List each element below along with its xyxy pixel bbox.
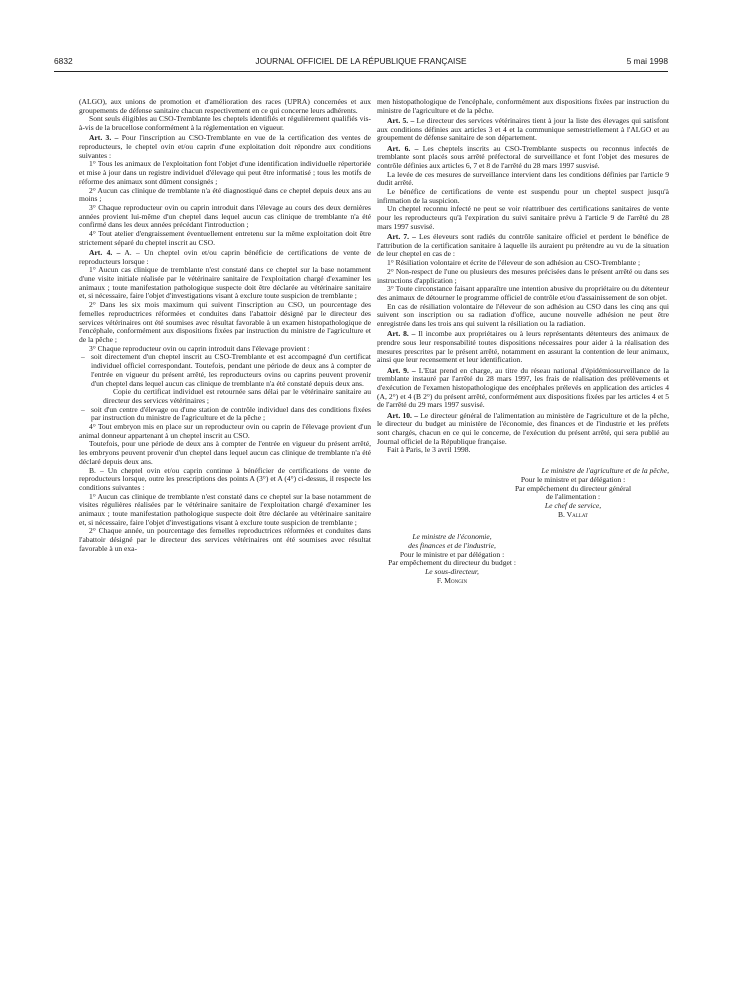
signature-delegation-2: Pour le ministre et par délégation : (399, 549, 505, 559)
article-label: Art. 6. – (387, 143, 419, 153)
article-paragraph (377, 145, 669, 171)
signature-ministry-a: Le ministre de l'économie, (412, 532, 492, 542)
article-label: Art. 10. – (387, 410, 418, 420)
article-text: Le directeur des services vétérinaires tient à jour la liste des élevages qui satisfont aux conditions définies aux articles 3 et 4 et la communique semestriellement à l'ALGO et au groupement de défense sanitaire de son département. (377, 115, 669, 143)
body-paragraph: En cas de résiliation volontaire de l'éleveur de son adhésion au CSO dans les cinq ans qui suivent son inscription ou sa radiation d'office, aucune nouvelle adhésion ne peut être enregistrée dans les trois ans qui suivent la résiliation ou la radiation. (377, 301, 669, 329)
body-paragraph: 3° Chaque reproducteur ovin ou caprin introduit dans l'élevage provient : (89, 343, 310, 353)
body-paragraph: 1° Résiliation volontaire et écrite de l'éleveur de son adhésion au CSO-Tremblante ; (387, 258, 641, 268)
body-paragraph: (ALGO), aux unions de promotion et d'amélioration des races (UPRA) concernées et aux groupements de défense sanitaire chacun respectivement en ce qui concerne leurs adhérents. (79, 97, 371, 115)
article-label: Art. 5. – (387, 115, 415, 125)
body-paragraph: 2° Dans les six mois maximum qui suivent l'inscription au CSO, un pourcentage des femelles reproductrices réformées et conduites dans l'abattoir désigné par le directeur des services vétérinaires ont été soumises avec résultat favorable à un examen histopathologique de l'encéphale, conformément aux dispositions fixées par instruction du ministre de l'agriculture et de la pêche ; (79, 300, 371, 344)
body-paragraph: La levée de ces mesures de surveillance intervient dans les conditions définies par l'article 9 dudit arrêté. (377, 169, 669, 188)
signature-ministry: Le ministre de l'agriculture et de la pêche, (541, 466, 669, 476)
journal-title: JOURNAL OFFICIEL DE LA RÉPUBLIQUE FRANÇAISE (255, 56, 467, 66)
body-paragraph: 1° Aucun cas clinique de tremblante n'est constaté dans ce cheptel sur la base notamment d'une visite initiale réalisée par le vétérinaire sanitaire de l'exploitation chargé d'examiner les animaux ; toute manifestation pathologique suspecte doit être déclarée au vétérinaire sanitaire et, si nécessaire, faire l'objet d'investigations visant à exclure toute suspicion de tremblante ; (79, 265, 371, 301)
signature-ministry-b: des finances et de l'industrie, (408, 541, 496, 551)
article-label: Art. 4. – (89, 247, 121, 257)
signature-name-2: F. Mongin (436, 575, 468, 585)
page-number: 6832 (54, 56, 73, 66)
dash-item: – soit directement d'un cheptel inscrit au CSO-Tremblante et est accompagné d'un certificat individuel officiel correspondant. Toutefois, pendant une période de deux ans à compter de l'entrée en vigueur du présent arrêté, les reproducteurs ovins ou caprins peuvent provenir d'un cheptel dans lequel aucun cas clinique de tremblante n'a été constaté depuis deux ans. (79, 353, 371, 388)
article-paragraph (377, 367, 669, 411)
body-paragraph: Toutefois, pour une période de deux ans à compter de l'entrée en vigueur du présent arrêté, les embryons peuvent provenir d'un cheptel dans lequel aucun cas clinique de tremblante n'a été déclaré depuis deux ans. (79, 439, 371, 466)
article-label: Art. 7. – (387, 232, 416, 242)
article-paragraph (79, 249, 371, 266)
article-paragraph (377, 117, 669, 143)
page-header (54, 56, 668, 70)
body-paragraph: 2° Chaque année, un pourcentage des femelles reproductrices réformées et conduites dans l'abattoir désigné par le directeur des services vétérinaires ont été soumises avec résultat favorable à un exa- (79, 526, 371, 553)
article-text: Les cheptels inscrits au CSO-Tremblante suspects ou reconnus infectés de tremblante sont placés sous arrêté préfectoral de surveillance et font l'objet des mesures de contrôle définies aux articles 6, 7 et 8 de l'arrêté du 28 mars 1997 susvisé. (377, 143, 669, 170)
article-label: Art. 3. – (89, 133, 119, 143)
body-paragraph: Fait à Paris, le 3 avril 1998. (387, 445, 471, 455)
signature-impediment: Par empêchement du directeur général (514, 483, 632, 493)
body-paragraph: 3° Chaque reproducteur ovin ou caprin introduit dans l'élevage au cours des deux dernières années provient lui-même d'un cheptel dans lequel aucun cas clinique de tremblante n'a été confirmé dans les deux années précédant l'introduction ; (79, 202, 371, 230)
article-text: Les éleveurs sont radiés du contrôle sanitaire officiel et perdent le bénéfice de l'attribution de la certification sanitaire à laquelle ils auraient pu prétendre au vu de la situation de leur cheptel en cas de : (377, 232, 669, 259)
right-column (377, 98, 669, 586)
dash-item: – soit d'un centre d'élevage ou d'une station de contrôle individuel dans des conditions fixées par instruction du ministre de l'agriculture et de la pêche ; (79, 406, 371, 423)
body-paragraph: 1° Tous les animaux de l'exploitation font l'objet d'une identification individuelle répertoriée et mise à jour dans un registre individuel d'élevage qui peut être informatisé ; tous les motifs de réforme des animaux sont dûment consignés ; (79, 159, 371, 186)
article-label: Art. 9. – (387, 365, 416, 375)
body-paragraph: men histopathologique de l'encéphale, conformément aux dispositions fixées par instruction du ministre de l'agriculture et de la pêche. (377, 97, 669, 115)
signature-role: Le chef de service, (544, 500, 602, 510)
signature-name: B. Vallat (558, 509, 588, 519)
article-text: L'Etat prend en charge, au titre du réseau national d'épidémiosurveillance de la tremblante instauré par l'arrêté du 28 mars 1997, les frais de réalisation des prélèvements et d'exécution de l'examen histopathologique des encéphales prélevés en application des articles 4 (A, 2°) et 4 (B 2°) du présent arrêté, conformément aux dispositions fixées par les articles 4 et 5 de l'arrêté du 29 mars 1997 susvisé. (377, 365, 669, 410)
signature-economy (377, 533, 527, 585)
article-text: Il incombe aux propriétaires ou à leurs représentants détenteurs des animaux de prendre sous leur responsabilité toutes dispositions nécessaires pour aider à la réalisation des mesures prescrites par le présent arrêté, notamment en assurant la contention de leur animaux, ainsi que leur recensement et leur identification. (377, 329, 669, 365)
body-paragraph: 2° Aucun cas clinique de tremblante n'a été diagnostiqué dans ce cheptel depuis deux ans au moins ; (79, 185, 371, 204)
body-paragraph: Le bénéfice de certifications de vente est suspendu pour un cheptel suspect jusqu'à infirmation de la suspicion. (377, 187, 669, 205)
signature-impediment-cont: de l'alimentation : (545, 492, 601, 502)
issue-date: 5 mai 1998 (626, 56, 668, 66)
article-text: A. – Un cheptel ovin et/ou caprin bénéficie de certifications de vente de reproducteurs lorsque : (79, 247, 371, 266)
body-paragraph: Sont seuls éligibles au CSO-Tremblante les cheptels identifiés et régulièrement qualifiés vis-à-vis de la brucellose conformément à la réglementation en vigueur. (79, 114, 371, 133)
article-paragraph (79, 134, 371, 160)
article-paragraph (377, 412, 669, 447)
body-paragraph: 4° Tout atelier d'engraissement éventuellement entretenu sur la même exploitation doit être strictement séparé du cheptel inscrit au CSO. (79, 229, 371, 247)
signature-agriculture (377, 467, 669, 519)
article-label: Art. 8. – (387, 329, 416, 339)
body-paragraph: 1° Aucun cas clinique de tremblante n'est constaté dans ce cheptel sur la base notamment de visites régulières réalisées par le vétérinaire sanitaire de l'exploitation chargé d'examiner les animaux ; toute manifestation pathologique suspecte doit être déclarée au vétérinaire sanitaire et, si nécessaire, faire l'objet d'investigations visant à exclure toute suspicion de tremblante ; (79, 491, 371, 527)
signature-impediment-2: Par empêchement du directeur du budget : (388, 558, 516, 568)
article-text: Pour l'inscription au CSO-Tremblante en vue de la certification des ventes de reproducteurs, le cheptel ovin et/ou caprin d'une exploitation doit répondre aux conditions suivantes : (79, 133, 371, 160)
header-rule (54, 71, 668, 72)
body-paragraph: B. – Un cheptel ovin et/ou caprin continue à bénéficier de certifications de vente de reproducteurs lorsque, outre les prescriptions des points A (3°) et A (4°) ci-dessus, il respecte les conditions suivantes : (79, 465, 371, 492)
body-paragraph: Un cheptel reconnu infecté ne peut se voir réattribuer des certifications sanitaires de vente pour les reproducteurs qu'à l'expiration du suivi sanitaire prévu à l'article 9 de l'arrêté du 28 mars 1997 susvisé. (377, 204, 669, 231)
right-column-body (377, 98, 669, 455)
body-paragraph: 3° Toute circonstance faisant apparaître une intention abusive du propriétaire ou du détenteur des animaux de détourner le programme officiel de contrôle et/ou d'assainissement de son objet. (377, 284, 669, 302)
article-paragraph (377, 330, 669, 365)
left-column (79, 98, 371, 554)
body-paragraph: Copie du certificat individuel est retournée sans délai par le vétérinaire sanitaire au directeur des services vétérinaires ; (103, 387, 371, 405)
body-paragraph: 4° Tout embryon mis en place sur un reproducteur ovin ou caprin de l'élevage provient d'un animal donneur appartenant à un cheptel inscrit au CSO. (79, 422, 371, 440)
signature-delegation: Pour le ministre et par délégation : (520, 474, 626, 484)
article-text: Le directeur général de l'alimentation au ministère de l'agriculture et de la pêche, le directeur du budget au ministère de l'économie, des finances et de l'industrie et les préfets sont chargés, chacun en ce qui le concerne, de l'exécution du présent arrêté, qui sera publié au Journal officiel de la République française. (377, 410, 669, 446)
signature-role-2: Le sous-directeur, (425, 567, 479, 577)
body-paragraph: 2° Non-respect de l'une ou plusieurs des mesures précisées dans le présent arrêté ou dans ses instructions d'application ; (377, 266, 669, 285)
article-paragraph (377, 233, 669, 259)
